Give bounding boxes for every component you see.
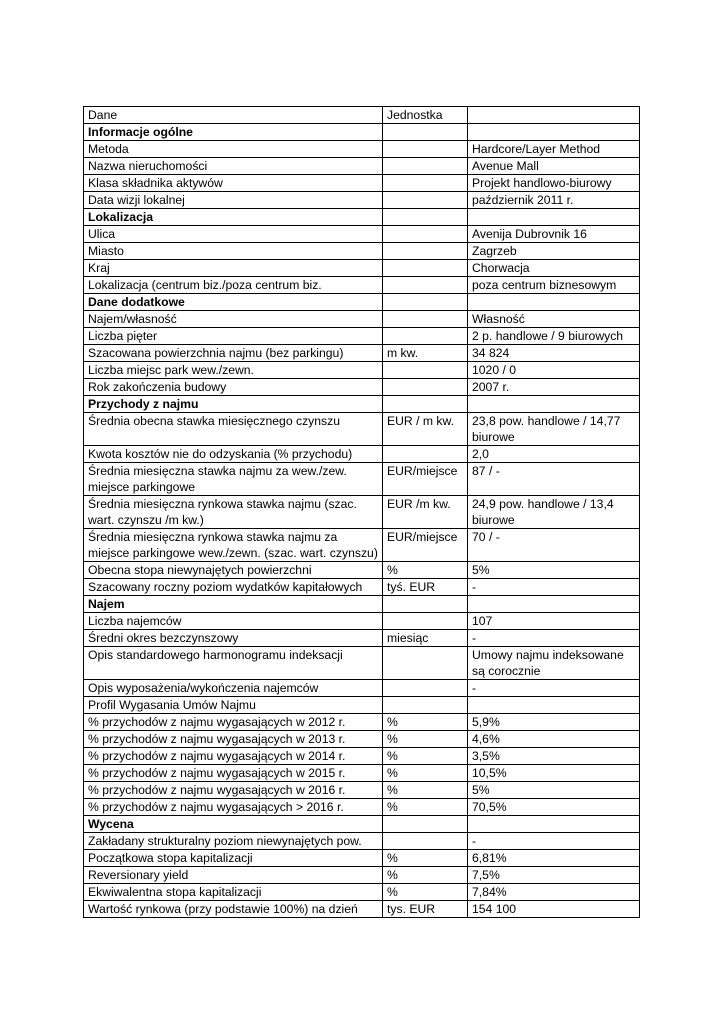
row-unit-cell: EUR/miejsce	[383, 529, 468, 562]
row-label-cell: Wycena	[84, 816, 383, 833]
table-row	[84, 496, 640, 529]
row-unit-cell: %	[383, 731, 468, 748]
row-value-cell: Avenija Dubrovnik 16	[468, 226, 640, 243]
table-row	[84, 529, 640, 562]
table-row	[84, 260, 640, 277]
section-header-row	[84, 294, 640, 311]
row-value-cell: 7,84%	[468, 884, 640, 901]
row-label-cell: % przychodów z najmu wygasających > 2016 r.	[84, 799, 383, 816]
row-value-cell	[468, 816, 640, 833]
row-label-cell: % przychodów z najmu wygasających w 2015 r.	[84, 765, 383, 782]
row-label-cell: Obecna stopa niewynajętych powierzchni	[84, 562, 383, 579]
row-label-cell: Liczba miejsc park wew./zewn.	[84, 362, 383, 379]
row-value-cell: 10,5%	[468, 765, 640, 782]
row-value-cell: -	[468, 579, 640, 596]
row-label-cell: Nazwa nieruchomości	[84, 158, 383, 175]
row-value-cell: 24,9 pow. handlowe / 13,4 biurowe	[468, 496, 640, 529]
table-row	[84, 901, 640, 918]
row-unit-cell: %	[383, 867, 468, 884]
table-row	[84, 379, 640, 396]
row-value-cell: poza centrum biznesowym	[468, 277, 640, 294]
row-unit-cell: %	[383, 714, 468, 731]
row-value-cell	[468, 396, 640, 413]
table-row	[84, 328, 640, 345]
row-label-cell: Data wizji lokalnej	[84, 192, 383, 209]
row-value-cell: 70,5%	[468, 799, 640, 816]
row-label-cell: Średnia miesięczna stawka najmu za wew./zew. miejsce parkingowe	[84, 463, 383, 496]
row-unit-cell: %	[383, 765, 468, 782]
table-row	[84, 884, 640, 901]
row-label-cell: Liczba najemców	[84, 613, 383, 630]
row-unit-cell	[383, 816, 468, 833]
table-row	[84, 413, 640, 446]
row-unit-cell	[383, 833, 468, 850]
row-label-cell: Szacowana powierzchnia najmu (bez parkingu)	[84, 345, 383, 362]
row-value-cell: 70 / -	[468, 529, 640, 562]
row-value-cell	[468, 697, 640, 714]
row-value-cell: październik 2011 r.	[468, 192, 640, 209]
table-row	[84, 799, 640, 816]
row-value-cell: Własność	[468, 311, 640, 328]
row-value-cell: 3,5%	[468, 748, 640, 765]
row-label-cell: Średni okres bezczynszowy	[84, 630, 383, 647]
table-row	[84, 277, 640, 294]
row-value-cell: 1020 / 0	[468, 362, 640, 379]
table-row	[84, 613, 640, 630]
row-label-cell: Wartość rynkowa (przy podstawie 100%) na dzień	[84, 901, 383, 918]
row-label-cell: Początkowa stopa kapitalizacji	[84, 850, 383, 867]
row-unit-cell	[383, 141, 468, 158]
row-unit-cell	[383, 396, 468, 413]
row-label-cell: % przychodów z najmu wygasających w 2012 r.	[84, 714, 383, 731]
row-unit-cell	[383, 647, 468, 680]
row-value-cell: 7,5%	[468, 867, 640, 884]
row-value-cell: 5%	[468, 562, 640, 579]
row-unit-cell	[383, 613, 468, 630]
row-unit-cell: EUR /m kw.	[383, 496, 468, 529]
row-label-cell: Kraj	[84, 260, 383, 277]
row-label-cell: Opis standardowego harmonogramu indeksacji	[84, 647, 383, 680]
table-row	[84, 446, 640, 463]
row-label-cell: Opis wyposażenia/wykończenia najemców	[84, 680, 383, 697]
row-unit-cell	[383, 175, 468, 192]
row-label-cell: Średnia miesięczna rynkowa stawka najmu za miejsce parkingowe wew./zewn. (szac. wart. czynszu)	[84, 529, 383, 562]
table-header-row	[84, 107, 640, 124]
row-unit-cell: %	[383, 850, 468, 867]
row-value-cell	[468, 209, 640, 226]
row-label-cell: Średnia obecna stawka miesięcznego czynszu	[84, 413, 383, 446]
row-unit-cell	[383, 294, 468, 311]
row-value-cell: Hardcore/Layer Method	[468, 141, 640, 158]
row-unit-cell	[383, 596, 468, 613]
row-value-cell: Chorwacja	[468, 260, 640, 277]
table-row	[84, 850, 640, 867]
table-row	[84, 748, 640, 765]
row-value-cell: Avenue Mall	[468, 158, 640, 175]
header-cell-unit: Jednostka	[383, 107, 468, 124]
table-row	[84, 647, 640, 680]
row-value-cell: -	[468, 833, 640, 850]
row-value-cell: 154 100	[468, 901, 640, 918]
row-label-cell: Zakładany strukturalny poziom niewynajętych pow.	[84, 833, 383, 850]
row-label-cell: Szacowany roczny poziom wydatków kapitałowych	[84, 579, 383, 596]
row-label-cell: % przychodów z najmu wygasających w 2013 r.	[84, 731, 383, 748]
row-value-cell: 2 p. handlowe / 9 biurowych	[468, 328, 640, 345]
table-row	[84, 345, 640, 362]
row-label-cell: Lokalizacja	[84, 209, 383, 226]
row-label-cell: Liczba pięter	[84, 328, 383, 345]
table-row	[84, 158, 640, 175]
row-unit-cell: EUR / m kw.	[383, 413, 468, 446]
row-label-cell: Kwota kosztów nie do odzyskania (% przychodu)	[84, 446, 383, 463]
row-unit-cell: %	[383, 748, 468, 765]
row-unit-cell	[383, 680, 468, 697]
row-value-cell: -	[468, 680, 640, 697]
row-unit-cell	[383, 124, 468, 141]
row-value-cell: 87 / -	[468, 463, 640, 496]
row-unit-cell: %	[383, 799, 468, 816]
row-unit-cell	[383, 362, 468, 379]
row-value-cell	[468, 124, 640, 141]
table-row	[84, 311, 640, 328]
row-unit-cell: %	[383, 884, 468, 901]
table-row	[84, 175, 640, 192]
table-row	[84, 714, 640, 731]
row-label-cell: Rok zakończenia budowy	[84, 379, 383, 396]
row-value-cell: 23,8 pow. handlowe / 14,77 biurowe	[468, 413, 640, 446]
row-label-cell: Przychody z najmu	[84, 396, 383, 413]
row-unit-cell	[383, 260, 468, 277]
row-value-cell: -	[468, 630, 640, 647]
row-value-cell: 5%	[468, 782, 640, 799]
row-label-cell: Średnia miesięczna rynkowa stawka najmu (szac. wart. czynszu /m kw.)	[84, 496, 383, 529]
row-value-cell: 5,9%	[468, 714, 640, 731]
table-row	[84, 141, 640, 158]
row-label-cell: Dane dodatkowe	[84, 294, 383, 311]
table-row	[84, 680, 640, 697]
row-unit-cell: miesiąc	[383, 630, 468, 647]
row-unit-cell: tyś. EUR	[383, 579, 468, 596]
section-header-row	[84, 816, 640, 833]
row-label-cell: % przychodów z najmu wygasających w 2016 r.	[84, 782, 383, 799]
table-body	[84, 107, 640, 918]
row-unit-cell	[383, 311, 468, 328]
row-label-cell: Najem	[84, 596, 383, 613]
row-value-cell: 2,0	[468, 446, 640, 463]
row-unit-cell	[383, 192, 468, 209]
row-label-cell: Profil Wygasania Umów Najmu	[84, 697, 383, 714]
table-row	[84, 630, 640, 647]
row-unit-cell	[383, 379, 468, 396]
row-label-cell: % przychodów z najmu wygasających w 2014 r.	[84, 748, 383, 765]
row-value-cell	[468, 294, 640, 311]
row-value-cell: Projekt handlowo-biurowy	[468, 175, 640, 192]
row-value-cell	[468, 596, 640, 613]
row-unit-cell	[383, 328, 468, 345]
row-label-cell: Klasa składnika aktywów	[84, 175, 383, 192]
row-unit-cell	[383, 277, 468, 294]
row-label-cell: Metoda	[84, 141, 383, 158]
row-label-cell: Miasto	[84, 243, 383, 260]
section-header-row	[84, 124, 640, 141]
row-unit-cell: m kw.	[383, 345, 468, 362]
table-row	[84, 731, 640, 748]
header-cell-data: Dane	[84, 107, 383, 124]
section-header-row	[84, 209, 640, 226]
table-row	[84, 463, 640, 496]
row-value-cell: 107	[468, 613, 640, 630]
row-label-cell: Najem/własność	[84, 311, 383, 328]
row-unit-cell: tys. EUR	[383, 901, 468, 918]
row-unit-cell	[383, 697, 468, 714]
row-value-cell: 6,81%	[468, 850, 640, 867]
table-row	[84, 579, 640, 596]
row-value-cell: 2007 r.	[468, 379, 640, 396]
row-unit-cell: %	[383, 562, 468, 579]
row-unit-cell: EUR/miejsce	[383, 463, 468, 496]
table-row	[84, 833, 640, 850]
valuation-data-table	[83, 106, 640, 918]
row-unit-cell	[383, 226, 468, 243]
table-row	[84, 226, 640, 243]
row-unit-cell	[383, 158, 468, 175]
row-unit-cell: %	[383, 782, 468, 799]
table-row	[84, 192, 640, 209]
row-unit-cell	[383, 209, 468, 226]
table-row	[84, 562, 640, 579]
row-unit-cell	[383, 446, 468, 463]
table-row	[84, 867, 640, 884]
row-label-cell: Reversionary yield	[84, 867, 383, 884]
row-value-cell: 4,6%	[468, 731, 640, 748]
row-label-cell: Informacje ogólne	[84, 124, 383, 141]
table-row	[84, 765, 640, 782]
row-value-cell: Umowy najmu indeksowane są corocznie	[468, 647, 640, 680]
row-label-cell: Ekwiwalentna stopa kapitalizacji	[84, 884, 383, 901]
table-row	[84, 697, 640, 714]
row-unit-cell	[383, 243, 468, 260]
row-value-cell: Zagrzeb	[468, 243, 640, 260]
row-value-cell: 34 824	[468, 345, 640, 362]
row-label-cell: Lokalizacja (centrum biz./poza centrum biz.	[84, 277, 383, 294]
header-cell-value	[468, 107, 640, 124]
row-label-cell: Ulica	[84, 226, 383, 243]
section-header-row	[84, 596, 640, 613]
table-row	[84, 362, 640, 379]
table-row	[84, 243, 640, 260]
table-row	[84, 782, 640, 799]
section-header-row	[84, 396, 640, 413]
